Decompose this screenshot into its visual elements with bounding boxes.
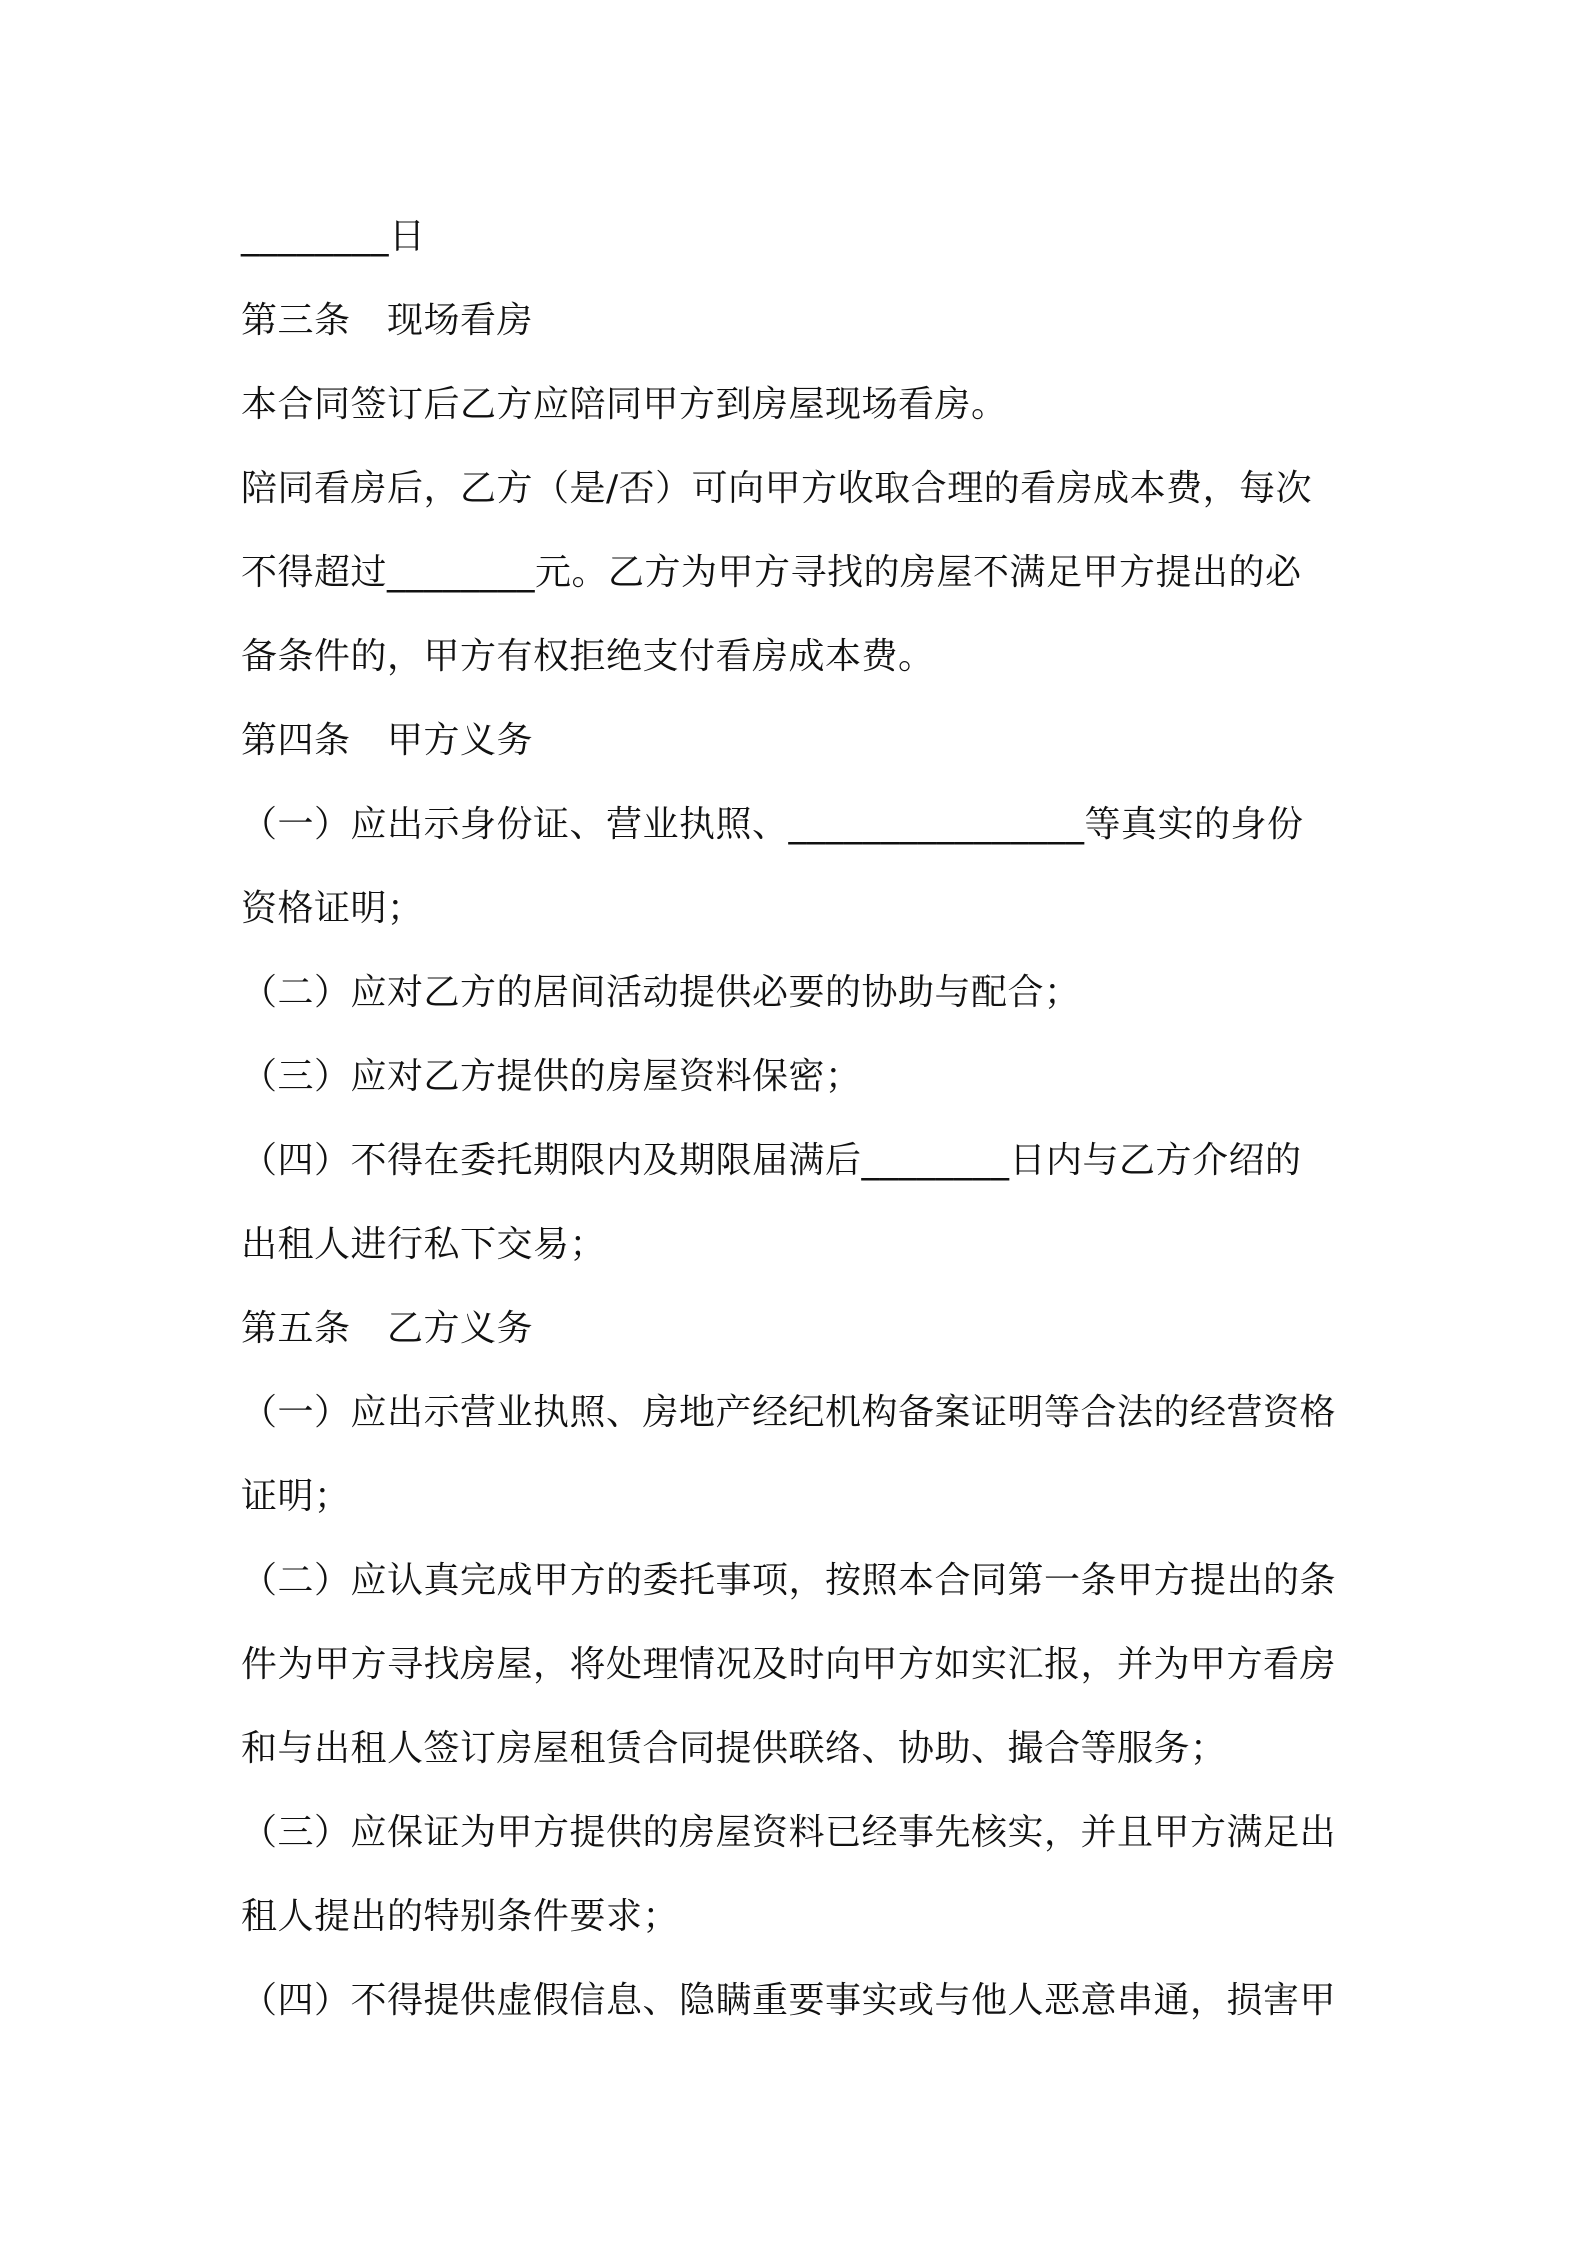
text-line: 本合同签订后乙方应陪同甲方到房屋现场看房。 [241,384,1008,425]
text-line: ________日 [241,216,426,257]
text-line: 不得超过________元。乙方为甲方寻找的房屋不满足甲方提出的必 [241,552,1302,593]
text-line: 陪同看房后，乙方（是/否）可向甲方收取合理的看房成本费，每次 [241,468,1313,509]
text-line: （二）应认真完成甲方的委托事项，按照本合同第一条甲方提出的条 [241,1560,1337,1601]
text-line: （三）应对乙方提供的房屋资料保密； [241,1056,862,1097]
text-line: 租人提出的特别条件要求； [241,1896,680,1937]
text-line: （三）应保证为甲方提供的房屋资料已经事先核实，并且甲方满足出 [241,1812,1337,1853]
text-line: 和与出租人签订房屋租赁合同提供联络、协助、撮合等服务； [241,1728,1227,1769]
text-line: 出租人进行私下交易； [241,1224,607,1265]
text-line: 件为甲方寻找房屋，将处理情况及时向甲方如实汇报，并为甲方看房 [241,1644,1337,1685]
contract-text [241,195,1351,2043]
text-line: （一）应出示营业执照、房地产经纪机构备案证明等合法的经营资格 [241,1392,1337,1433]
text-line: 备条件的，甲方有权拒绝支付看房成本费。 [241,636,935,677]
text-line: （四）不得在委托期限内及期限届满后________日内与乙方介绍的 [241,1140,1302,1181]
section-heading: 第三条 现场看房 [241,300,534,341]
text-line: （二）应对乙方的居间活动提供必要的协助与配合； [241,972,1081,1013]
section-heading: 第五条 乙方义务 [241,1308,534,1349]
section-heading: 第四条 甲方义务 [241,720,534,761]
text-line: （一）应出示身份证、营业执照、________________等真实的身份 [241,804,1304,845]
text-line: （四）不得提供虚假信息、隐瞒重要事实或与他人恶意串通，损害甲 [241,1980,1337,2021]
text-line: 证明； [241,1476,351,1517]
text-line: 资格证明； [241,888,424,929]
